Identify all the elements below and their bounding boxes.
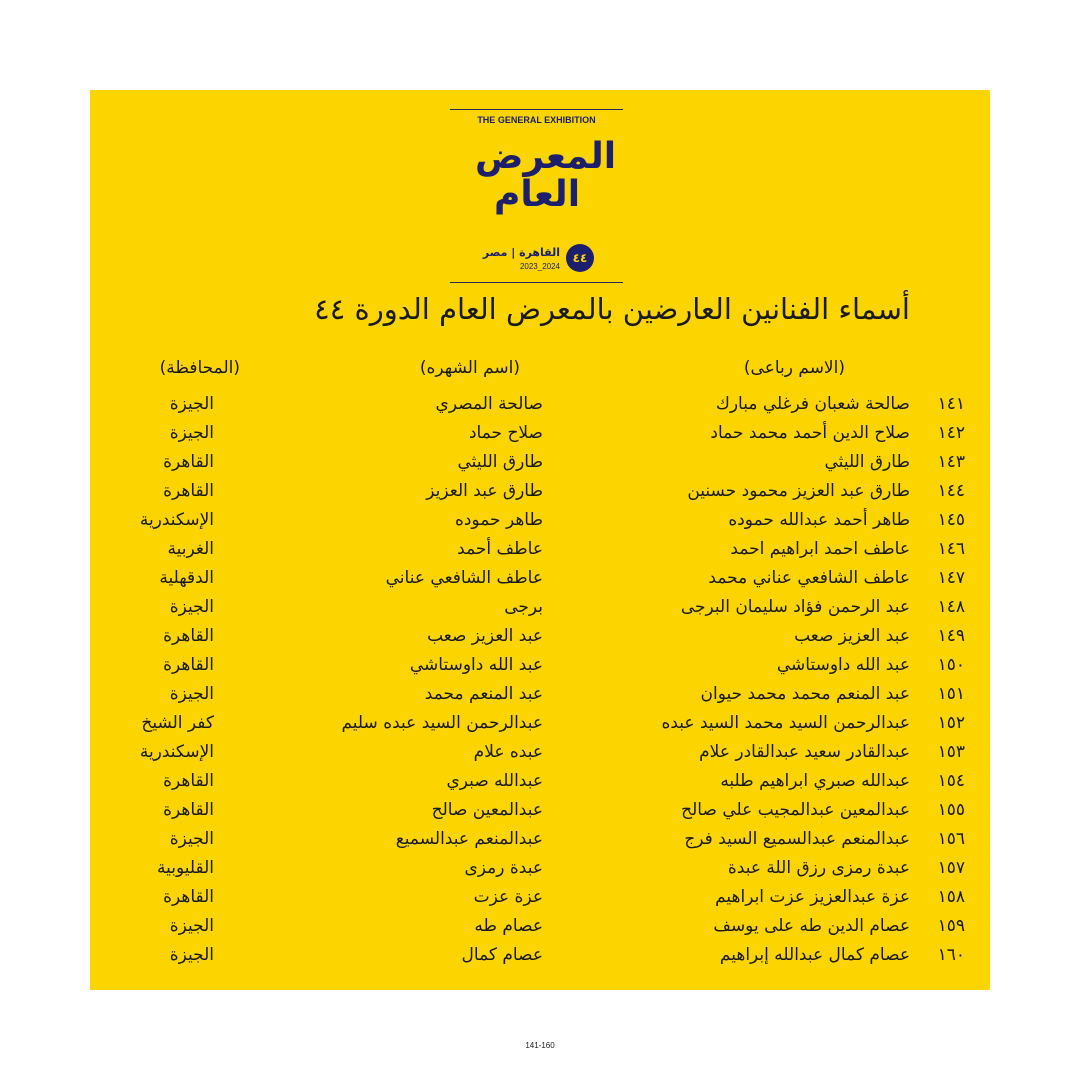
artist-known-name: عبد الله داوستاشي — [409, 655, 543, 675]
table-row — [0, 680, 1080, 709]
artist-full-name: عبدة رمزى رزق اللة عبدة — [727, 858, 910, 878]
table-row — [0, 796, 1080, 825]
table-row — [0, 709, 1080, 738]
artist-full-name: صالحة شعبان فرغلي مبارك — [715, 394, 910, 414]
row-number: ١٥٣ — [937, 742, 965, 762]
artist-governorate: الغربية — [167, 539, 214, 559]
logo-bottom-rule — [450, 282, 623, 283]
artist-known-name: عبدالرحمن السيد عبده سليم — [341, 713, 543, 733]
artist-known-name: عبد العزيز صعب — [427, 626, 543, 646]
table-row — [0, 593, 1080, 622]
artist-governorate: كفر الشيخ — [141, 713, 214, 733]
artist-known-name: طاهر حموده — [454, 510, 543, 530]
artists-table — [0, 390, 1080, 970]
logo-years: 2023_2024 — [519, 262, 560, 271]
artist-full-name: عبد المنعم محمد محمد حيوان — [700, 684, 910, 704]
table-row — [0, 448, 1080, 477]
table-row — [0, 622, 1080, 651]
artist-full-name: عبد الرحمن فؤاد سليمان البرجى — [680, 597, 910, 617]
logo-city: القاهرة | مصر — [482, 246, 560, 259]
header-governorate: (المحافظة) — [159, 358, 240, 378]
artist-governorate: القاهرة — [163, 626, 214, 646]
logo-top-rule — [450, 109, 623, 110]
logo-english-text: THE GENERAL EXHIBITION — [477, 115, 596, 125]
table-row — [0, 767, 1080, 796]
artist-full-name: طارق الليثي — [824, 452, 910, 472]
row-number: ١٤٤ — [937, 481, 965, 501]
artist-full-name: عبدالرحمن السيد محمد السيد عبده — [661, 713, 910, 733]
exhibition-logo — [475, 136, 617, 215]
artist-full-name: عبدالله صبري ابراهيم طلبه — [720, 771, 910, 791]
row-number: ١٥٢ — [937, 713, 965, 733]
row-number: ١٦٠ — [937, 945, 965, 965]
table-row — [0, 477, 1080, 506]
artist-known-name: طارق الليثي — [457, 452, 543, 472]
artist-full-name: عبدالقادر سعيد عبدالقادر علام — [699, 742, 910, 762]
artist-governorate: القاهرة — [163, 771, 214, 791]
artist-full-name: عزة عبدالعزيز عزت ابراهيم — [715, 887, 910, 907]
row-number: ١٤٦ — [937, 539, 965, 559]
table-row — [0, 419, 1080, 448]
artist-known-name: عبدالله صبري — [446, 771, 543, 791]
artist-governorate: القاهرة — [163, 452, 214, 472]
table-row — [0, 912, 1080, 941]
row-number: ١٤٧ — [937, 568, 965, 588]
artist-governorate: القاهرة — [163, 655, 214, 675]
artist-known-name: عبده علام — [473, 742, 543, 762]
table-row — [0, 651, 1080, 680]
row-number: ١٥٨ — [937, 887, 965, 907]
artist-full-name: عاطف الشافعي عناني محمد — [708, 568, 910, 588]
artist-known-name: صالحة المصري — [435, 394, 543, 414]
page-range: 141-160 — [525, 1041, 555, 1050]
artist-governorate: الإسكندرية — [139, 742, 214, 762]
artist-governorate: القاهرة — [163, 887, 214, 907]
artist-governorate: الجيزة — [169, 945, 214, 965]
artist-governorate: الجيزة — [169, 394, 214, 414]
row-number: ١٤٨ — [937, 597, 965, 617]
artist-known-name: عبدالمنعم عبدالسميع — [395, 829, 543, 849]
artist-governorate: الجيزة — [169, 597, 214, 617]
header-full-name: (الاسم رباعى) — [743, 358, 845, 378]
table-row — [0, 564, 1080, 593]
artist-full-name: عبدالمعين عبدالمجيب علي صالح — [681, 800, 910, 820]
artist-known-name: طارق عبد العزيز — [426, 481, 543, 501]
artist-governorate: القاهرة — [163, 481, 214, 501]
row-number: ١٤٥ — [937, 510, 965, 530]
table-row — [0, 738, 1080, 767]
artist-known-name: صلاح حماد — [468, 423, 543, 443]
artist-governorate: الجيزة — [169, 829, 214, 849]
table-row — [0, 390, 1080, 419]
artist-governorate: الجيزة — [169, 423, 214, 443]
row-number: ١٤٩ — [937, 626, 965, 646]
row-number: ١٥٩ — [937, 916, 965, 936]
row-number: ١٥٤ — [937, 771, 965, 791]
artist-known-name: عصام طه — [474, 916, 543, 936]
artist-known-name: عاطف الشافعي عناني — [385, 568, 543, 588]
table-row — [0, 535, 1080, 564]
artist-known-name: عبدة رمزى — [464, 858, 543, 878]
table-row — [0, 825, 1080, 854]
artist-known-name: عاطف أحمد — [457, 539, 543, 559]
artist-full-name: عبد الله داوستاشي — [776, 655, 910, 675]
artist-full-name: عصام الدين طه على يوسف — [713, 916, 910, 936]
table-row — [0, 506, 1080, 535]
row-number: ١٤٣ — [937, 452, 965, 472]
header-known-name: (اسم الشهره) — [419, 358, 520, 378]
row-number: ١٤١ — [937, 394, 965, 414]
artist-known-name: عصام كمال — [461, 945, 543, 965]
artist-governorate: القليوبية — [156, 858, 214, 878]
row-number: ١٥٦ — [937, 829, 965, 849]
row-number: ١٥٧ — [937, 858, 965, 878]
artist-known-name: برجى — [504, 597, 543, 617]
artist-governorate: القاهرة — [163, 800, 214, 820]
artist-full-name: صلاح الدين أحمد محمد حماد — [710, 423, 910, 443]
artist-governorate: الجيزة — [169, 684, 214, 704]
artist-known-name: عبد المنعم محمد — [424, 684, 543, 704]
artist-full-name: عصام كمال عبدالله إبراهيم — [719, 945, 910, 965]
artist-known-name: عبدالمعين صالح — [431, 800, 543, 820]
row-number: ١٥١ — [937, 684, 965, 704]
artist-full-name: طاهر أحمد عبدالله حموده — [728, 510, 910, 530]
artist-governorate: الإسكندرية — [139, 510, 214, 530]
artist-full-name: عبد العزيز صعب — [794, 626, 910, 646]
table-row — [0, 854, 1080, 883]
table-row — [0, 941, 1080, 970]
row-number: ١٥٥ — [937, 800, 965, 820]
table-row — [0, 883, 1080, 912]
artist-known-name: عزة عزت — [473, 887, 543, 907]
logo-arabic-line2: العام — [493, 174, 581, 215]
artist-governorate: الجيزة — [169, 916, 214, 936]
page-title: أسماء الفنانين العارضين بالمعرض العام الدورة ٤٤ — [314, 292, 910, 326]
row-number: ١٥٠ — [937, 655, 965, 675]
artist-full-name: عبدالمنعم عبدالسميع السيد فرج — [684, 829, 910, 849]
row-number: ١٤٢ — [937, 423, 965, 443]
artist-full-name: طارق عبد العزيز محمود حسنين — [687, 481, 910, 501]
edition-badge: ٤٤ — [566, 244, 594, 272]
artist-governorate: الدقهلية — [159, 568, 214, 588]
logo-arabic-line1: المعرض — [475, 136, 617, 177]
artist-full-name: عاطف احمد ابراهيم احمد — [730, 539, 910, 559]
